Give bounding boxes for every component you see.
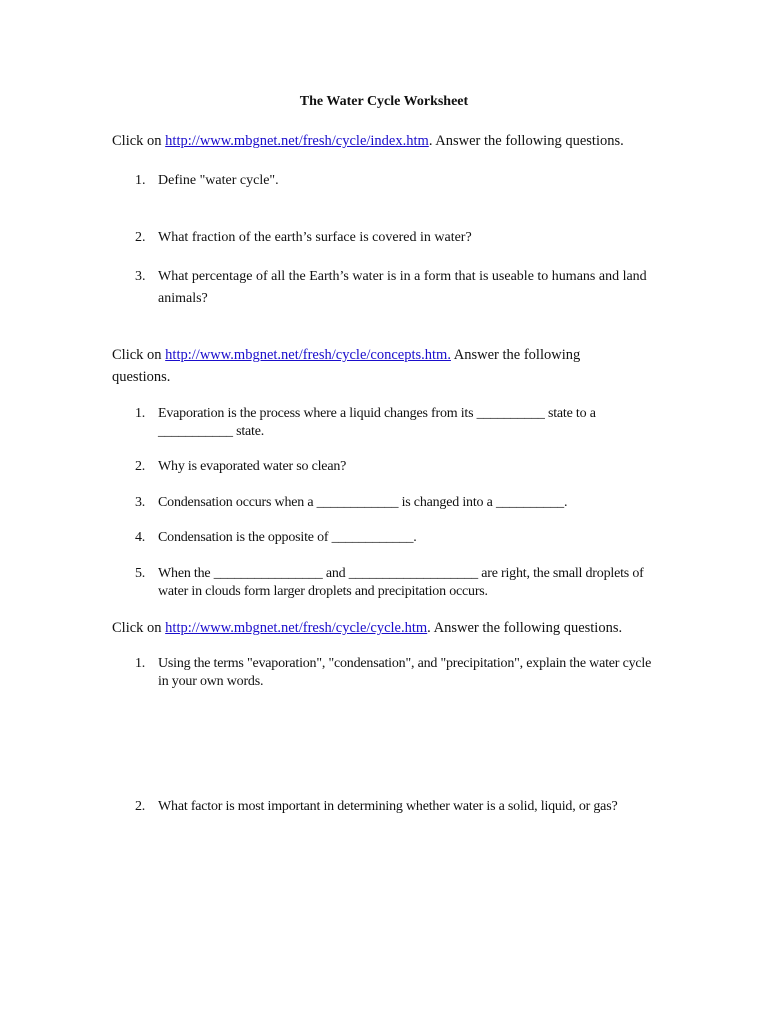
section2-suffix: Answer the following questions. (112, 347, 581, 385)
question-text: When the ________________ and ___________________ are right, the small droplets of water in clouds form larger droplets and precipitation occurs. (158, 566, 647, 599)
question-text: What fraction of the earth’s surface is covered in water? (158, 230, 472, 245)
question-text: Evaporation is the process where a liquid changes from its __________ state to a ___________ state. (158, 406, 600, 439)
question-number: 5. (135, 566, 146, 581)
section1-suffix: . Answer the following questions. (428, 133, 624, 149)
question-number: 2. (135, 230, 146, 245)
section3-link[interactable]: http://www.mbgnet.net/fresh/cycle/cycle.htm (165, 620, 428, 636)
question-number: 3. (135, 495, 146, 510)
section2-link[interactable]: http://www.mbgnet.net/fresh/cycle/concepts.htm. (165, 347, 451, 363)
question-text: Condensation occurs when a ____________ is changed into a __________. (158, 495, 568, 510)
section1-prefix: Click on (112, 133, 166, 149)
question-number: 2. (135, 459, 146, 474)
question-text: Why is evaporated water so clean? (158, 459, 347, 474)
question-number: 3. (135, 269, 146, 284)
question-text: What percentage of all the Earth’s water is in a form that is useable to humans and land animals? (158, 269, 651, 306)
question-number: 2. (135, 799, 146, 814)
question-text: Condensation is the opposite of ____________. (158, 530, 417, 545)
question-text: Using the terms "evaporation", "condensation", and "precipitation", explain the water cycle in your own words. (158, 656, 655, 689)
section2-prefix: Click on (112, 347, 166, 363)
question-text: What factor is most important in determining whether water is a solid, liquid, or gas? (158, 799, 618, 814)
worksheet-title: The Water Cycle Worksheet (299, 94, 469, 109)
question-number: 1. (135, 173, 146, 188)
section3-instruction (112, 617, 652, 639)
section1-instruction (112, 130, 652, 152)
section3-suffix: . Answer the following questions. (427, 620, 623, 636)
question-number: 1. (135, 656, 146, 671)
question-text: Define "water cycle". (158, 173, 279, 188)
question-number: 4. (135, 530, 146, 545)
question-number: 1. (135, 406, 146, 421)
section3-prefix: Click on (112, 620, 166, 636)
section2-instruction (112, 344, 612, 388)
section1-link[interactable]: http://www.mbgnet.net/fresh/cycle/index.htm (165, 133, 429, 149)
